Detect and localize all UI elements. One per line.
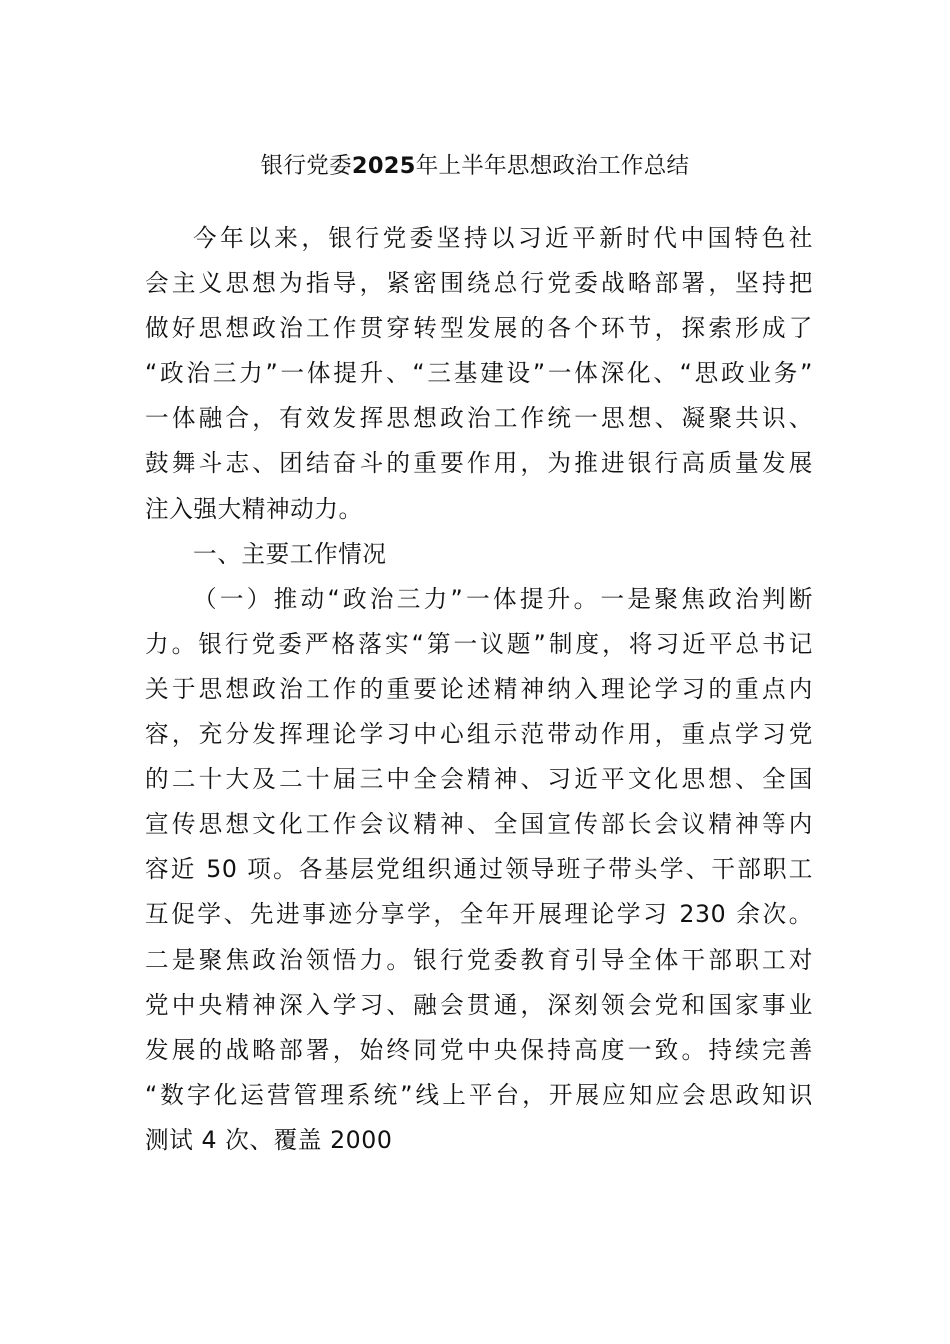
paragraph-line: 的二十大及二十届三中全会精神、习近平文化思想、全国: [145, 765, 813, 794]
title-prefix: 银行党委: [260, 153, 352, 179]
document-title: [0, 146, 950, 186]
paragraph-line: 党中央精神深入学习、融会贯通，深刻领会党和国家事业: [145, 990, 813, 1019]
paragraph-line: 测试 4 次、覆盖 2000: [145, 1125, 393, 1154]
document-body: [145, 216, 813, 1163]
title-year: 2025: [351, 153, 416, 179]
paragraph-line: “数字化运营管理系统”线上平台，开展应知应会思政知识: [145, 1080, 813, 1109]
paragraph-line: 力。银行党委严格落实“第一议题”制度，将习近平总书记: [145, 629, 813, 658]
paragraph-line: 鼓舞斗志、团结奋斗的重要作用，为推进银行高质量发展: [145, 449, 813, 478]
paragraph-line: 做好思想政治工作贯穿转型发展的各个环节，探索形成了: [145, 314, 813, 343]
paragraph-line: “政治三力”一体提升、“三基建设”一体深化、“思政业务”: [145, 359, 813, 388]
paragraph-line: 容近 50 项。各基层党组织通过领导班子带头学、干部职工: [145, 855, 813, 884]
paragraph-line: 会主义思想为指导，紧密围绕总行党委战略部署，坚持把: [145, 269, 813, 298]
paragraph-line: 注入强大精神动力。: [145, 494, 363, 523]
paragraph-line: 宣传思想文化工作会议精神、全国宣传部长会议精神等内: [145, 810, 813, 839]
paragraph-line: 发展的战略部署，始终同党中央保持高度一致。持续完善: [145, 1035, 813, 1064]
paragraph-line: 关于思想政治工作的重要论述精神纳入理论学习的重点内: [145, 674, 813, 703]
paragraph-line: 容，充分发挥理论学习中心组示范带动作用，重点学习党: [145, 720, 813, 749]
paragraph-line: 今年以来，银行党委坚持以习近平新时代中国特色社: [193, 224, 813, 252]
paragraph-line: （一）推动“政治三力”一体提升。一是聚焦政治判断: [193, 584, 813, 613]
paragraph-line: 二是聚焦政治领悟力。银行党委教育引导全体干部职工对: [145, 945, 813, 974]
paragraph-line: 一体融合，有效发挥思想政治工作统一思想、凝聚共识、: [145, 404, 813, 433]
title-suffix: 年上半年思想政治工作总结: [415, 153, 690, 179]
section-heading: 一、主要工作情况: [193, 539, 387, 568]
paragraph-line: 互促学、先进事迹分享学，全年开展理论学习 230 余次。: [145, 900, 813, 929]
